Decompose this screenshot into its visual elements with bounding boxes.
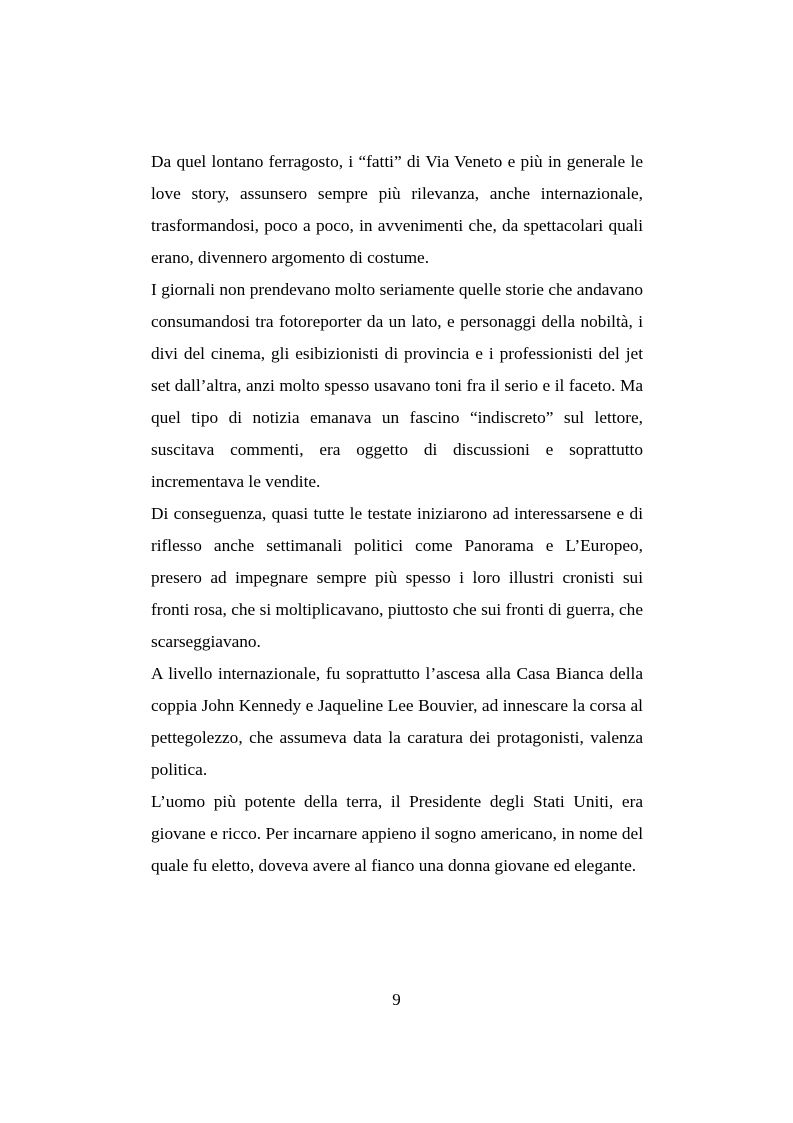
paragraph-1: Da quel lontano ferragosto, i “fatti” di Via Veneto e più in generale le love story, assunsero sempre più rilevanza, anche internazionale, trasformandosi, poco a poco, in avvenimenti che, da spettacolari quali erano, divennero argomento di costume. — [151, 152, 643, 267]
paragraph-2: I giornali non prendevano molto seriamente quelle storie che andavano consumandosi tra fotoreporter da un lato, e personaggi della nobiltà, i divi del cinema, gli esibizionisti di provincia e i professionisti del jet set dall’altra, anzi molto spesso usavano toni fra il serio e il faceto. Ma quel tipo di notizia emanava un fascino “indiscreto” sul lettore, suscitava commenti, era oggetto di discussioni e soprattutto incrementava le vendite. — [151, 280, 643, 491]
paragraph-4: A livello internazionale, fu soprattutto l’ascesa alla Casa Bianca della coppia John Kennedy e Jaqueline Lee Bouvier, ad innescare la corsa al pettegolezzo, che assumeva data la caratura dei protagonisti, valenza politica. — [151, 664, 643, 779]
paragraph-5: L’uomo più potente della terra, il Presidente degli Stati Uniti, era giovane e ricco. Per incarnare appieno il sogno americano, in nome del quale fu eletto, doveva avere al fianco una donna giovane ed elegante. — [151, 792, 643, 875]
paragraph-3: Di conseguenza, quasi tutte le testate iniziarono ad interessarsene e di riflesso anche settimanali politici come Panorama e L’Europeo, presero ad impegnare sempre più spesso i loro illustri cronisti sui fronti rosa, che si moltiplicavano, piuttosto che sui fronti di guerra, che scarseggiavano. — [151, 504, 643, 651]
page-number: 9 — [392, 990, 401, 1009]
body-text — [151, 146, 643, 882]
